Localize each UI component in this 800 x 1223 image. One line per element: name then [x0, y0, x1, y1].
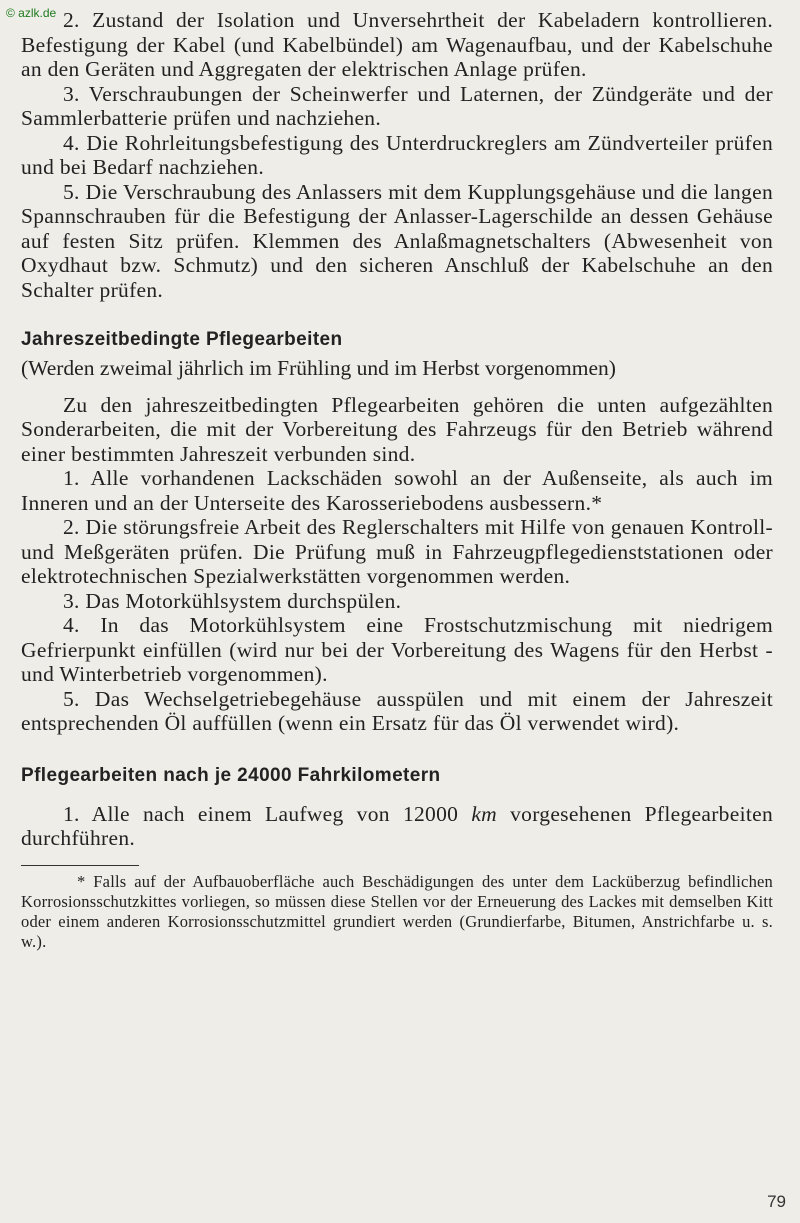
list-item: 2. Zustand der Isolation und Unversehrtheit der Kabeladern kontrollieren. Befestigung der Kabel (und Kabelbündel) am Wagenaufbau, und der Kabelschuhe an den Geräten und Aggregaten der elektrischen Anlage prüfen.	[21, 8, 773, 81]
section-intro: Zu den jahreszeitbedingten Pflegearbeiten gehören die unten aufgezählten Sonderarbeiten, die mit der Vorbereitung des Fahrzeugs für den Betrieb während einer bestimmten Jahreszeit verbunden sind.	[21, 392, 773, 466]
section-subheading: (Werden zweimal jährlich im Frühling und im Herbst vorgenommen)	[21, 356, 616, 380]
item-text-start: 1. Alle nach einem Laufweg von 12000	[63, 801, 472, 826]
section-heading: Jahreszeitbedingte Pflegearbeiten	[21, 329, 343, 350]
item-text-end: vorgesehenen Pflegearbeiten durchführen.	[21, 801, 774, 850]
list-item: 4. In das Motorkühlsystem eine Frostschutzmischung mit niedrigem Gefrierpunkt einfüllen (wird nur bei der Vorbereitung des Wagens für den Herbst - und Winterbetrieb vorgenommen).	[21, 613, 773, 686]
list-item: 4. Die Rohrleitungsbefestigung des Unterdruckreglers am Zündverteiler prüfen und bei Bedarf nachziehen.	[21, 130, 773, 179]
section-heading: Pflegearbeiten nach je 24000 Fahrkilometern	[21, 764, 441, 786]
footnote: * Falls auf der Aufbauoberfläche auch Beschädigungen des unter dem Lacküberzug befindlichen Korrosionsschutzkittes vorliegen, so müssen diese Stellen vor der Erneuerung des Lackes mit demselben Kitt oder einem anderen Korrosionsschutzmittel grundiert werden (Grundierfarbe, Bitumen, Anstrichfarbe u. s. w.).	[21, 871, 773, 951]
document-page	[21, 8, 773, 952]
watermark: © azlk.de	[6, 6, 57, 20]
list-item: 1. Alle vorhandenen Lackschäden sowohl an der Außenseite, als auch im Inneren und an der Unterseite des Karosseriebodens ausbessern.*	[21, 466, 773, 515]
page-number: 79	[767, 1192, 786, 1211]
list-item: 5. Das Wechselgetriebegehäuse ausspülen und mit einem der Jahreszeit entsprechenden Öl auffüllen (wenn ein Ersatz für das Öl verwendet wird).	[21, 686, 773, 735]
list-item: 2. Die störungsfreie Arbeit des Reglerschalters mit Hilfe von genauen Kontroll- und Meßgeräten prüfen. Die Prüfung muß in Fahrzeugpflegedienststationen oder elektrotechnischen Spezialwerkstätten vorgenommen werden.	[21, 515, 773, 588]
list-item	[21, 802, 773, 851]
list-item: 3. Verschraubungen der Scheinwerfer und Laternen, der Zündgeräte und der Sammlerbatterie prüfen und nachziehen.	[21, 81, 773, 130]
unit-label: km	[471, 801, 497, 826]
list-item: 3. Das Motorkühlsystem durchspülen.	[63, 588, 402, 613]
list-item: 5. Die Verschraubung des Anlassers mit dem Kupplungsgehäuse und die langen Spannschrauben für die Befestigung der Anlasser-Lagerschilde an dessen Gehäuse auf festen Sitz prüfen. Klemmen des Anlaßmagnetschalters (Abwesenheit von Oxydhaut bzw. Schmutz) und den sicheren Anschluß der Kabelschuhe an den Schalter prüfen.	[21, 179, 773, 302]
